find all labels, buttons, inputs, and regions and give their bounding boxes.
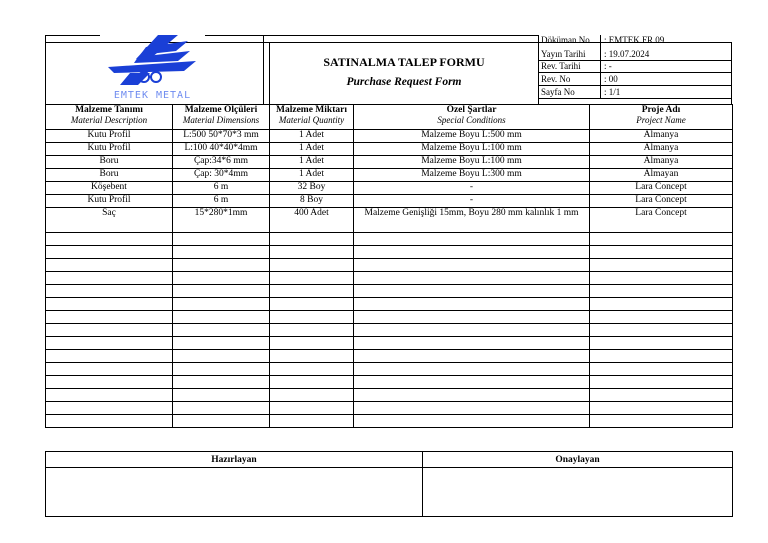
empty-row: [46, 415, 733, 428]
col-header-quantity: Malzeme Miktarı Material Quantity: [270, 105, 354, 130]
cell-description: Köşebent: [46, 182, 173, 195]
meta-value-page-no: : 1/1: [604, 87, 621, 97]
cell-description: Saç: [46, 208, 173, 233]
company-logo: [100, 33, 205, 103]
logo-emblem-icon: [100, 33, 205, 89]
table-row: [46, 169, 733, 182]
cell-project: Almanya: [590, 156, 733, 169]
table-row: [46, 156, 733, 169]
cell-dimensions: 6 m: [173, 182, 270, 195]
cell-description: Boru: [46, 169, 173, 182]
cell-project: Lara Concept: [590, 195, 733, 208]
empty-row: [46, 389, 733, 402]
cell-quantity: 1 Adet: [270, 156, 354, 169]
cell-quantity: 1 Adet: [270, 169, 354, 182]
empty-row: [46, 233, 733, 246]
table-header-row: [46, 105, 733, 130]
empty-row: [46, 363, 733, 376]
cell-conditions: -: [354, 195, 590, 208]
empty-row: [46, 246, 733, 259]
prepared-by-signature-area[interactable]: [46, 468, 423, 517]
table-row: [46, 143, 733, 156]
cell-quantity: 32 Boy: [270, 182, 354, 195]
cell-conditions: Malzeme Boyu L:100 mm: [354, 156, 590, 169]
approved-by-signature-area[interactable]: [423, 468, 733, 517]
cell-dimensions: 6 m: [173, 195, 270, 208]
empty-row: [46, 324, 733, 337]
meta-label-document-no: Döküman No: [541, 35, 590, 45]
cell-description: Kutu Profil: [46, 195, 173, 208]
cell-conditions: -: [354, 182, 590, 195]
cell-description: Boru: [46, 156, 173, 169]
cell-quantity: 1 Adet: [270, 143, 354, 156]
cell-project: Almanya: [590, 130, 733, 143]
cell-conditions: Malzeme Boyu L:300 mm: [354, 169, 590, 182]
form-title: SATINALMA TALEP FORMU: [323, 55, 485, 69]
empty-row: [46, 298, 733, 311]
empty-row: [46, 337, 733, 350]
col-header-project: Proje Adı Project Name: [590, 105, 733, 130]
col-header-description: Malzeme Tanımı Material Description: [46, 105, 173, 130]
cell-dimensions: Çap: 30*4mm: [173, 169, 270, 182]
table-row: [46, 195, 733, 208]
cell-project: Lara Concept: [590, 182, 733, 195]
cell-quantity: 8 Boy: [270, 195, 354, 208]
request-table: [45, 104, 733, 428]
meta-label-publish-date: Yayın Tarihi: [541, 49, 586, 59]
cell-conditions: Malzeme Boyu L:500 mm: [354, 130, 590, 143]
signature-table: [45, 451, 733, 517]
empty-row: [46, 376, 733, 389]
meta-label-page-no: Sayfa No: [541, 87, 575, 97]
approved-by-label: Onaylayan: [423, 452, 733, 468]
cell-quantity: 1 Adet: [270, 130, 354, 143]
empty-row: [46, 259, 733, 272]
logo-text: EMTEK METAL: [113, 90, 192, 101]
cell-project: Lara Concept: [590, 208, 733, 233]
empty-row: [46, 311, 733, 324]
meta-value-publish-date: : 19.07.2024: [604, 49, 650, 59]
cell-dimensions: Çap:34*6 mm: [173, 156, 270, 169]
cell-description: Kutu Profil: [46, 130, 173, 143]
meta-value-rev-no: : 00: [604, 74, 618, 84]
table-row: [46, 182, 733, 195]
cell-project: Almayan: [590, 169, 733, 182]
empty-row: [46, 350, 733, 363]
prepared-by-label: Hazırlayan: [46, 452, 423, 468]
table-row: [46, 130, 733, 143]
meta-label-rev-no: Rev. No: [541, 74, 571, 84]
cell-conditions: Malzeme Boyu L:100 mm: [354, 143, 590, 156]
col-header-dimensions: Malzeme Ölçüleri Material Dimensions: [173, 105, 270, 130]
col-header-conditions: Özel Şartlar Special Conditions: [354, 105, 590, 130]
meta-label-rev-date: Rev. Tarihi: [541, 61, 581, 71]
cell-dimensions: L:100 40*40*4mm: [173, 143, 270, 156]
cell-dimensions: 15*280*1mm: [173, 208, 270, 233]
cell-description: Kutu Profil: [46, 143, 173, 156]
cell-quantity: 400 Adet: [270, 208, 354, 233]
cell-conditions: Malzeme Genişliği 15mm, Boyu 280 mm kalınlık 1 mm: [354, 208, 590, 233]
meta-value-rev-date: : -: [604, 61, 612, 71]
meta-value-document-no: : EMTEK.FR.09: [604, 35, 665, 45]
cell-project: Almanya: [590, 143, 733, 156]
empty-row: [46, 402, 733, 415]
empty-row: [46, 272, 733, 285]
table-row: [46, 208, 733, 233]
form-subtitle: Purchase Request Form: [346, 76, 462, 88]
empty-row: [46, 285, 733, 298]
cell-dimensions: L:500 50*70*3 mm: [173, 130, 270, 143]
